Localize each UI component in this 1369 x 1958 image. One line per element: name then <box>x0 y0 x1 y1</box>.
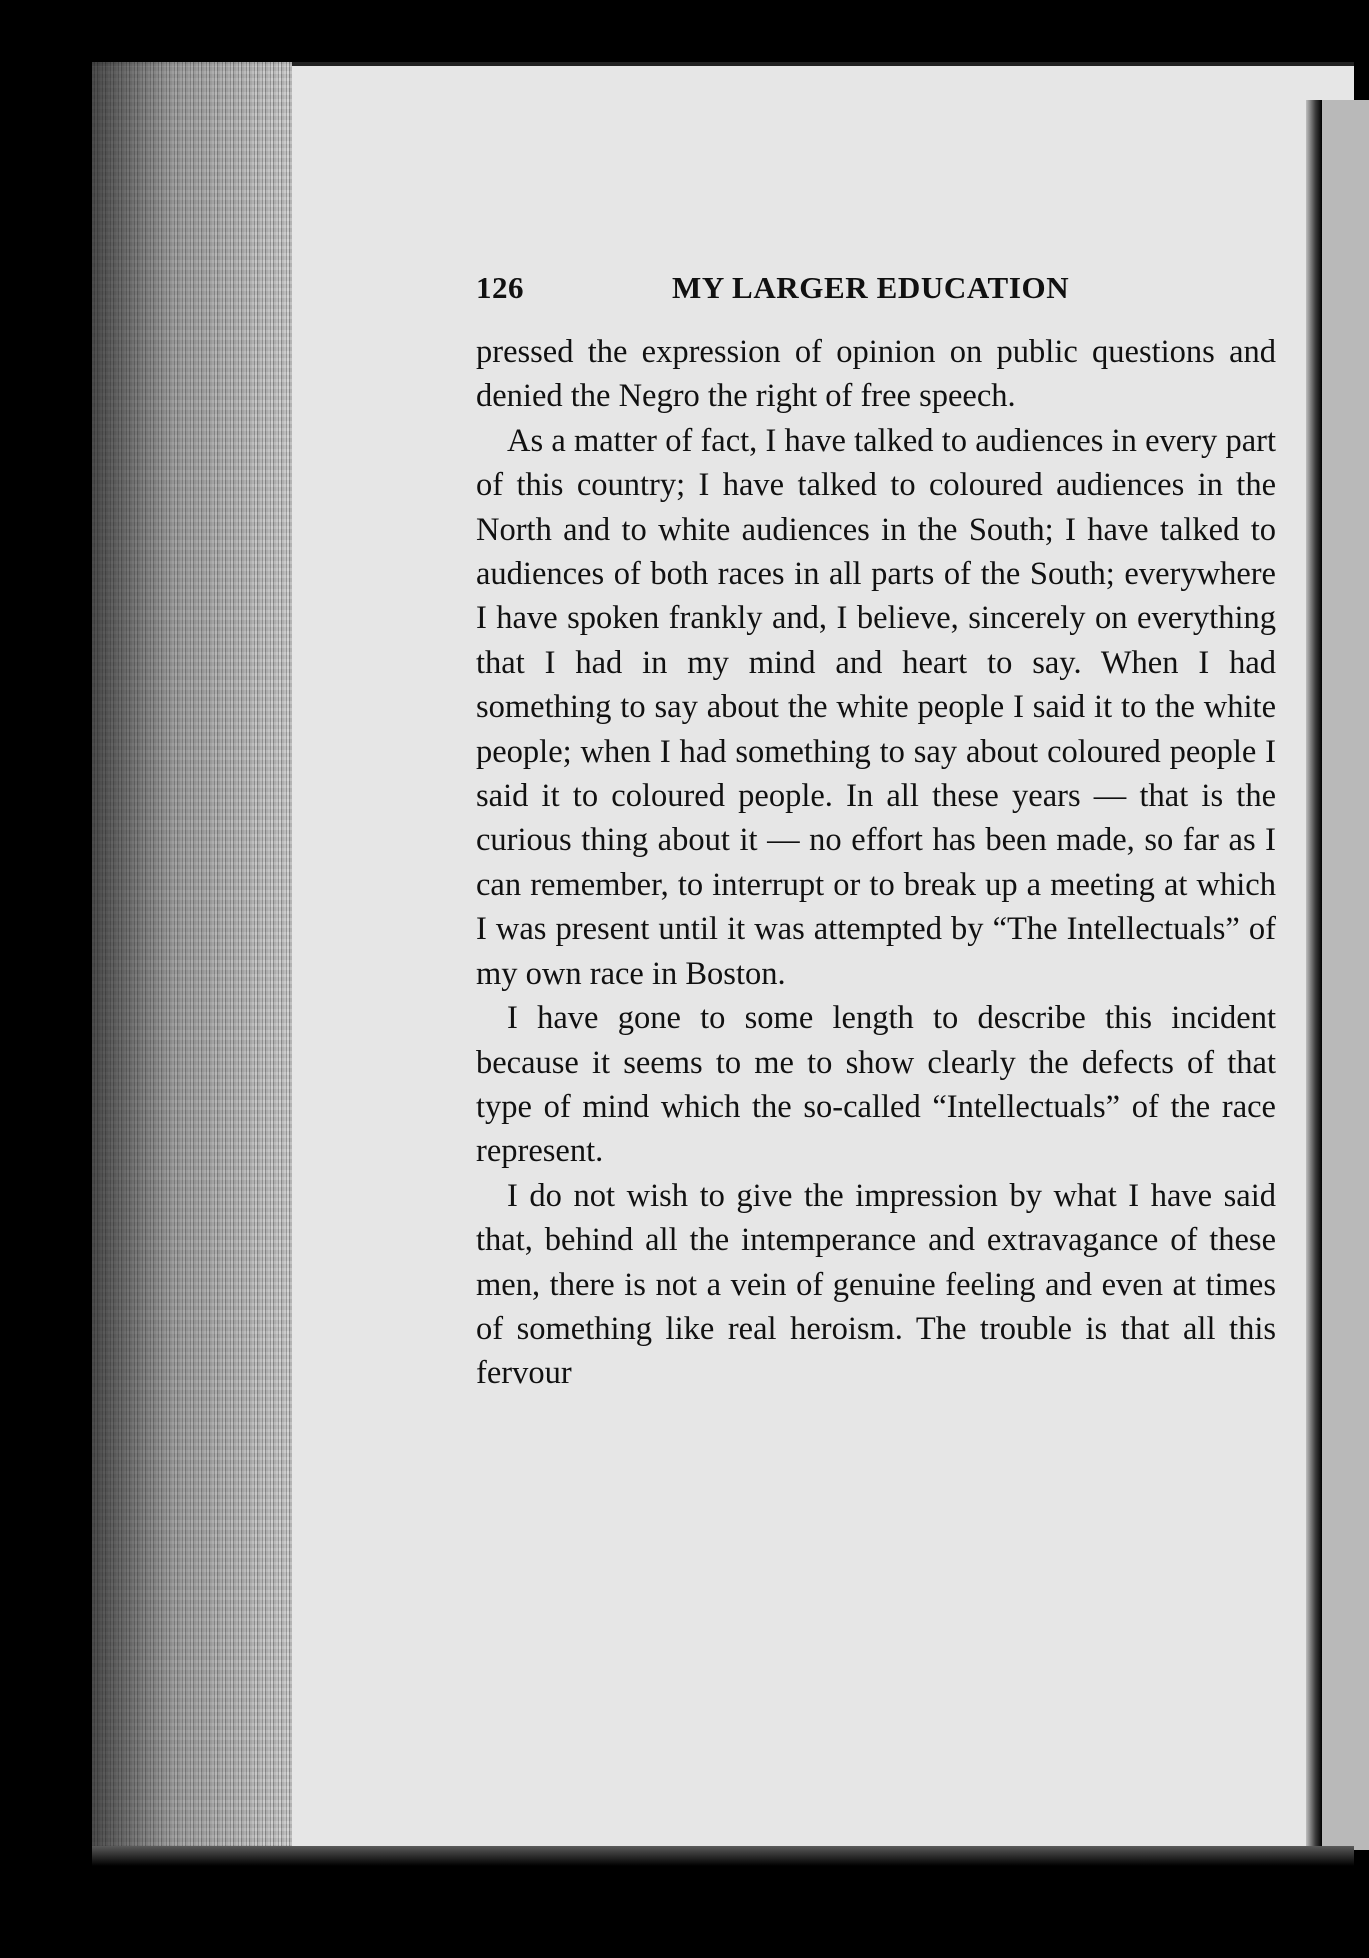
bottom-shadow <box>92 1846 1354 1866</box>
text-block <box>476 270 1276 1396</box>
paragraph: As a matter of fact, I have talked to audiences in every part of this country; I have talked to coloured audiences in the North and to white audiences in the South; I have talked to audiences of both races in all parts of the South; everywhere I have spoken frankly and, I believe, sincerely on everything that I had in my mind and heart to say. When I had something to say about the white people I said it to the white people; when I had something to say about coloured people I said it to coloured people. In all these years — that is the curious thing about it — no effort has been made, so far as I can remember, to interrupt or to break up a meeting at which I was present until it was attempted by “The Intellectuals” of my own race in Boston. <box>476 422 1276 992</box>
facing-page-edge <box>1322 100 1369 1850</box>
page-edges-stack <box>92 62 292 1852</box>
paragraph: I have gone to some length to describe this incident because it seems to me to show clearly the defects of that type of mind which the so-called “Intellectuals” of the race represent. <box>476 1000 1276 1170</box>
paragraph-continued: pressed the expression of opinion on public questions and denied the Negro the right of free speech. <box>476 334 1276 415</box>
body-text <box>476 330 1276 1396</box>
book-gutter <box>1306 100 1322 1860</box>
paragraph: I do not wish to give the impression by what I have said that, behind all the intemperance and extravagance of these men, there is not a vein of genuine feeling and even at times of something like real heroism. The trouble is that all this fervour <box>476 1177 1276 1392</box>
running-head-title: MY LARGER EDUCATION <box>672 270 1070 305</box>
page-number: 126 <box>476 270 524 305</box>
running-head <box>476 270 1276 330</box>
